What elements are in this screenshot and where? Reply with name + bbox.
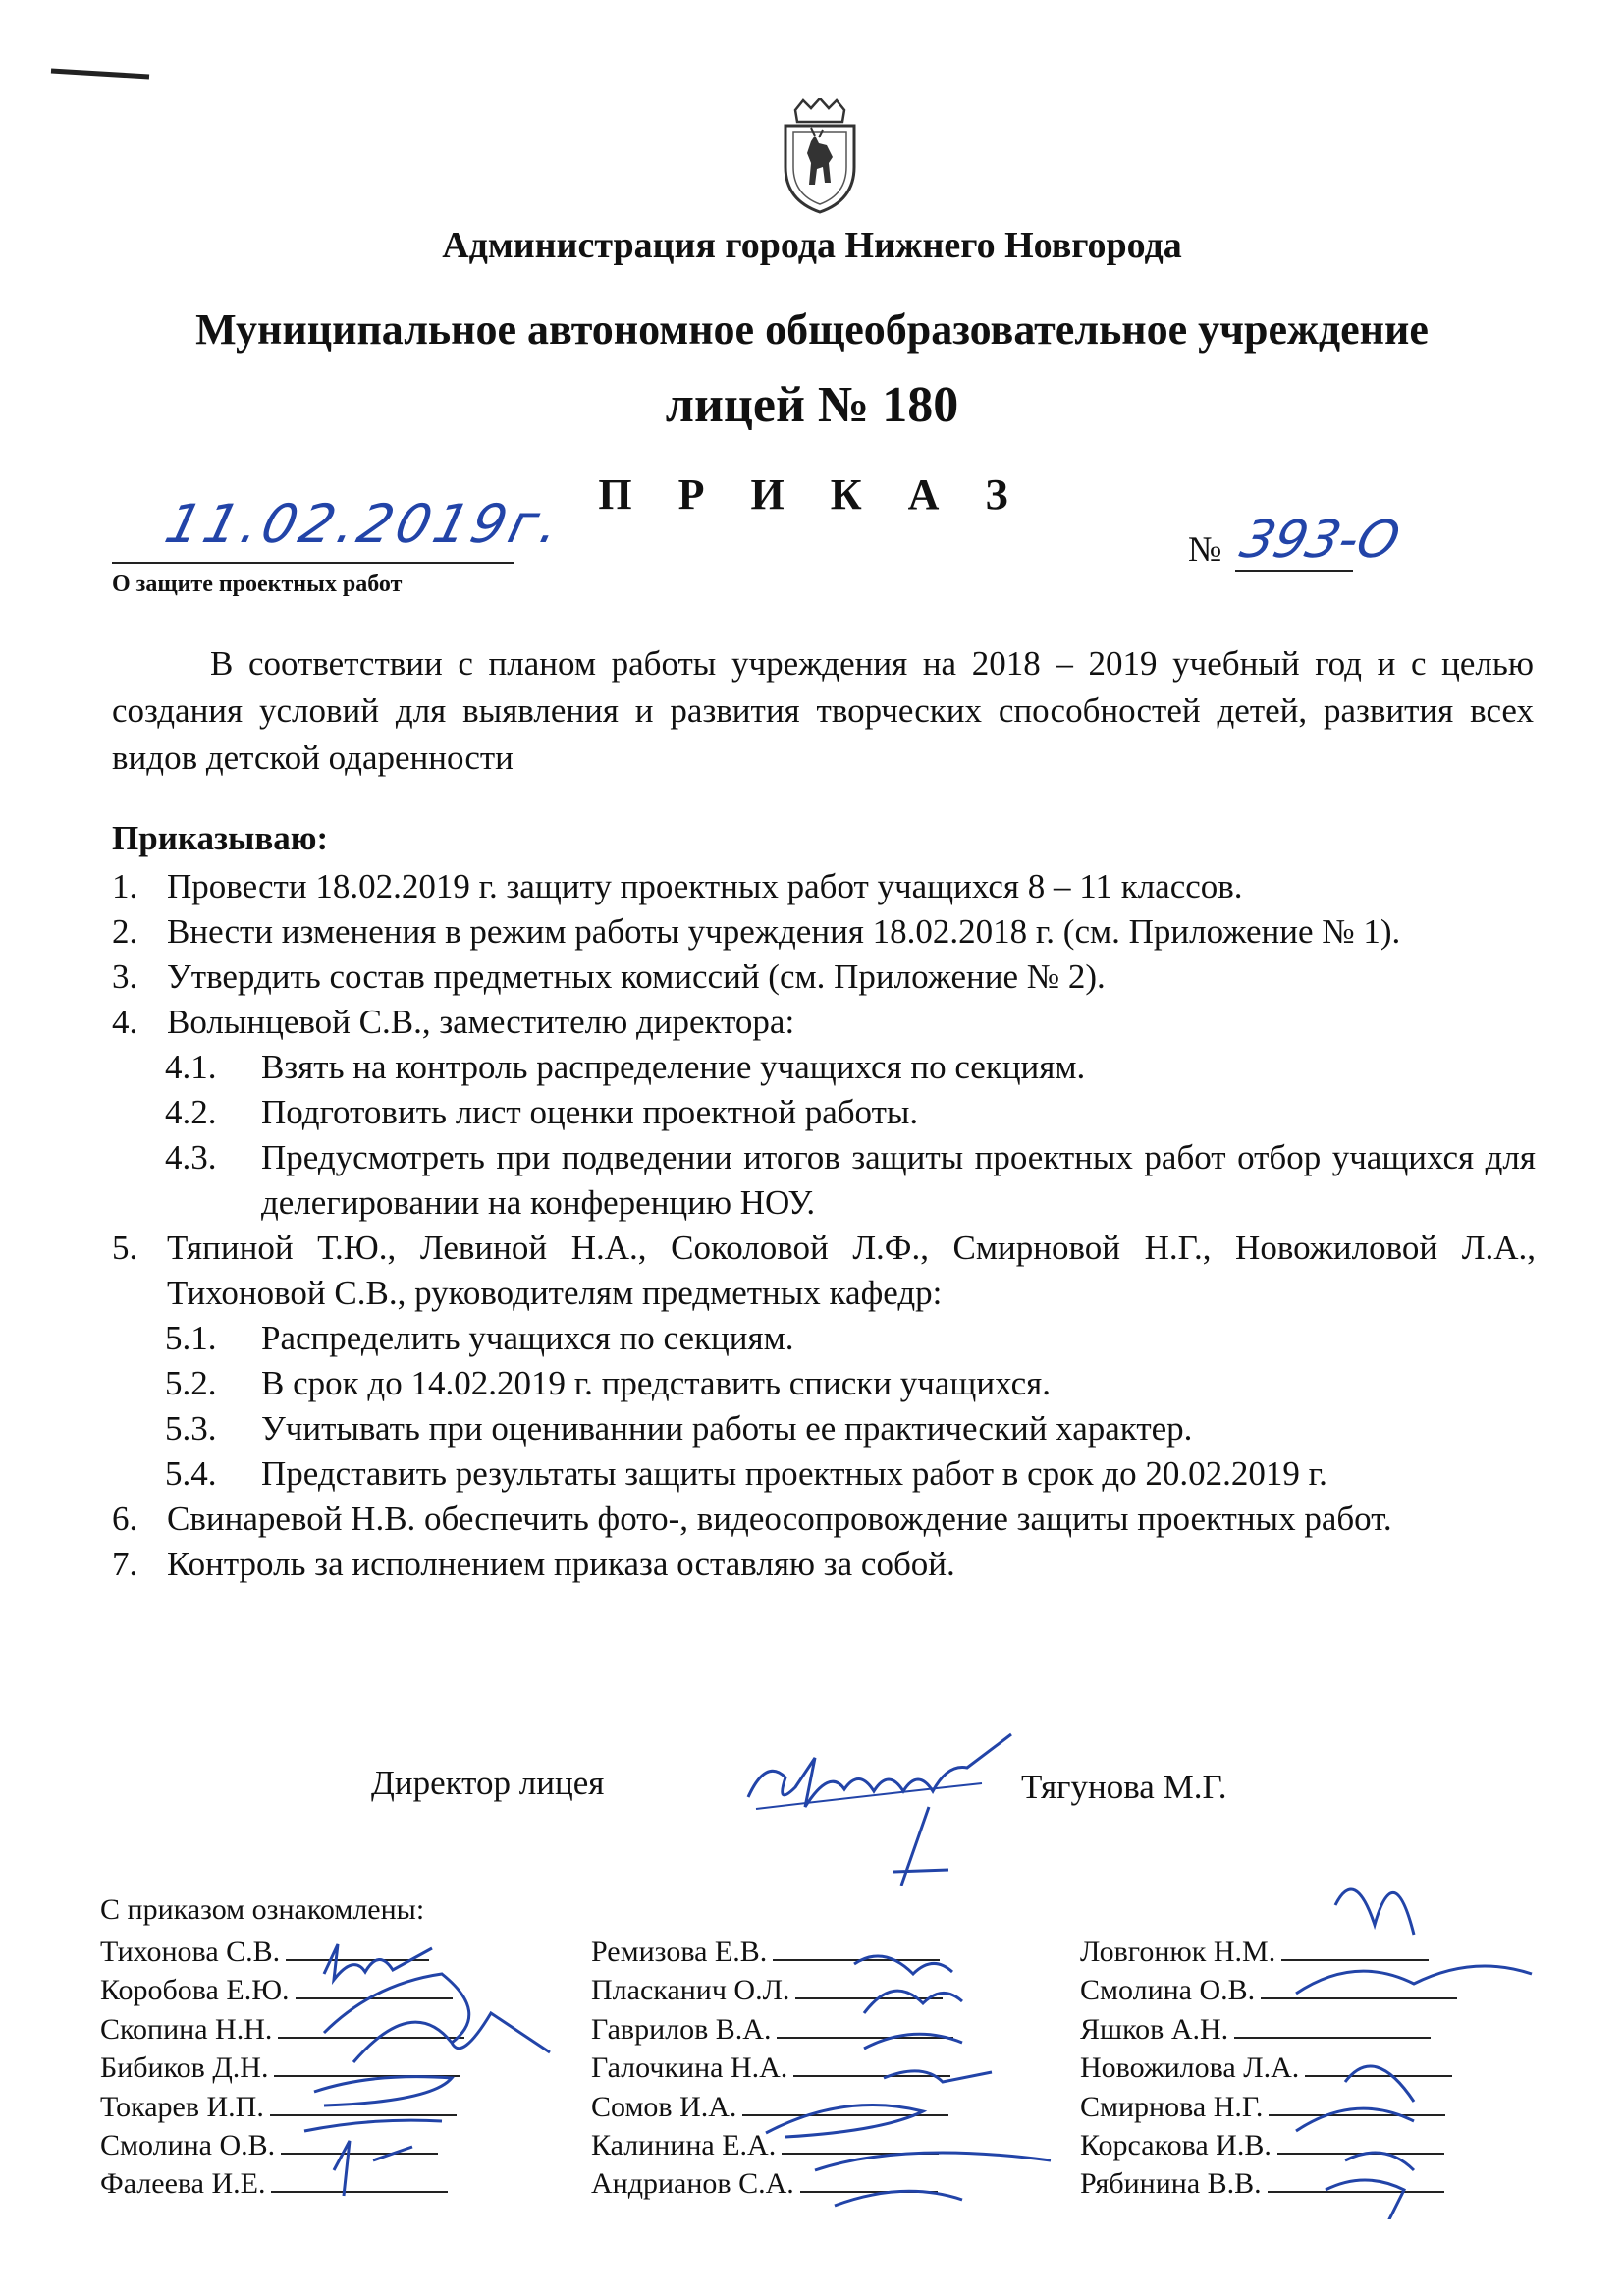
list-item: Тихонова С.В. (100, 1933, 464, 1971)
number-label: № (1188, 529, 1222, 569)
order-number: 393-О (1234, 511, 1406, 570)
list-item: Ремизова Е.В. (591, 1933, 953, 1971)
administration-title: Администрация города Нижнего Новгорода (442, 225, 1182, 266)
list-item: Галочкина Н.А. (591, 2049, 953, 2087)
list-item: 6. Свинаревой Н.В. обеспечить фото-, видеосопровождение защиты проектных работ. (112, 1500, 1392, 1538)
list-item: 1. Провести 18.02.2019 г. защиту проектных работ учащихся 8 – 11 классов. (112, 867, 1243, 905)
intro-paragraph: В соответствии с планом работы учреждения на 2018 – 2019 учебный год и с целью создания условий для выявления и развития творческих способностей детей, развития всех видов детской одаренности (112, 644, 1534, 777)
list-item: Фалеева И.Е. (100, 2164, 464, 2203)
list-item: Пласканич О.Л. (591, 1971, 953, 2009)
order-date: 11.02.2019г. (159, 493, 570, 555)
list-item: Яшков А.Н. (1080, 2010, 1457, 2049)
order-subject: О защите проектных работ (112, 572, 403, 597)
list-item: Скопина Н.Н. (100, 2010, 464, 2049)
order-items (112, 864, 1536, 1587)
institution-title: Муниципальное автономное общеобразовательное учреждение (195, 305, 1429, 354)
list-item: Смолина О.В. (100, 2126, 464, 2164)
list-subitem: 5.1. Распределить учащихся по секциям. (165, 1319, 794, 1357)
list-item: 7. Контроль за исполнением приказа оставляю за собой. (112, 1545, 955, 1583)
employee-signatures (0, 1846, 1624, 2219)
list-subitem: 4.3. Предусмотреть при подведении итогов защиты проектных работ отбор учащихся для делегировании на конференцию НОУ. (165, 1138, 1536, 1222)
lyceum-title: лицей № 180 (665, 377, 959, 433)
list-item: Рябинина В.В. (1080, 2164, 1457, 2203)
list-subitem: 5.4. Представить результаты защиты проектных работ в срок до 20.02.2019 г. (165, 1454, 1327, 1493)
list-subitem: 4.2. Подготовить лист оценки проектной работы. (165, 1093, 919, 1131)
list-subitem: 4.1. Взять на контроль распределение учащихся по секциям. (165, 1048, 1086, 1086)
list-subitem: 5.3. Учитывать при оцениваннии работы ее практический характер. (165, 1409, 1193, 1448)
list-subitem: 5.2. В срок до 14.02.2019 г. представить списки учащихся. (165, 1364, 1051, 1402)
director-name: Тягунова М.Г. (1021, 1768, 1227, 1806)
list-item: Гаврилов В.А. (591, 2010, 953, 2049)
coat-of-arms-icon (776, 98, 864, 216)
order-label: Приказываю: (112, 819, 329, 857)
list-item: Токарев И.П. (100, 2088, 464, 2126)
list-item: Андрианов С.А. (591, 2164, 953, 2203)
director-position: Директор лицея (371, 1764, 605, 1802)
list-item: Новожилова Л.А. (1080, 2049, 1457, 2087)
acknowledgement-heading: С приказом ознакомлены: (100, 1893, 425, 1926)
document-type: П Р И К А З (598, 470, 1026, 519)
number-underline (1235, 570, 1353, 572)
list-item: 5. Тяпиной Т.Ю., Левиной Н.А., Соколовой Л.Ф., Смирновой Н.Г., Новожиловой Л.А., Тихоновой С.В., руководителям предметных кафедр: (112, 1229, 1536, 1312)
list-item: 3. Утвердить состав предметных комиссий (см. Приложение № 2). (112, 957, 1106, 996)
list-item: Смирнова Н.Г. (1080, 2088, 1457, 2126)
list-item: Бибиков Д.Н. (100, 2049, 464, 2087)
list-item: Сомов И.А. (591, 2088, 953, 2126)
list-item: 2. Внести изменения в режим работы учреждения 18.02.2018 г. (см. Приложение № 1). (112, 912, 1401, 951)
list-item: Коробова Е.Ю. (100, 1971, 464, 2009)
date-underline (112, 562, 514, 564)
list-item: Калинина Е.А. (591, 2126, 953, 2164)
list-item: 4. Волынцевой С.В., заместителю директора: (112, 1003, 795, 1041)
pen-mark (47, 63, 155, 86)
list-item: Смолина О.В. (1080, 1971, 1457, 2009)
list-item: Ловгонюк Н.М. (1080, 1933, 1457, 1971)
list-item: Корсакова И.В. (1080, 2126, 1457, 2164)
